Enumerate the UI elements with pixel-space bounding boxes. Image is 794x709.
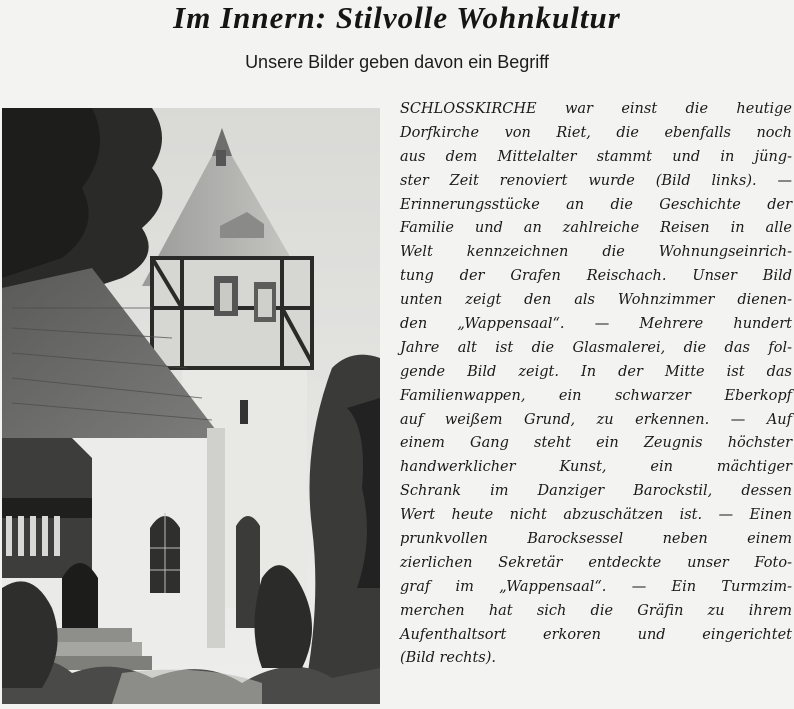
article-line: graf im „Wappensaal“. — Ein Turmzim-	[400, 578, 792, 595]
article-line: ster Zeit renoviert wurde (Bild links). —	[400, 172, 792, 189]
article-line: tung der Grafen Reischach. Unser Bild	[400, 268, 792, 285]
article-line: merchen hat sich die Gräfin zu ihrem	[400, 602, 792, 619]
article-line: Wert heute nicht abzuschätzen ist. — Einen	[400, 507, 792, 524]
article-line: (Bild rechts).	[400, 650, 496, 667]
article-line: Jahre alt ist die Glasmalerei, die das fol-	[400, 339, 792, 356]
article-line: Erinnerungsstücke an die Geschichte der	[400, 196, 792, 213]
article-text	[400, 98, 792, 671]
article-line: einem Gang steht ein Zeugnis höchster	[400, 435, 792, 452]
article-line: auf weißem Grund, zu erkennen. — Auf	[400, 411, 792, 428]
article-line: Familienwappen, ein schwarzer Eberkopf	[400, 387, 792, 404]
article-line: handwerklicher Kunst, ein mächtiger	[400, 459, 792, 476]
article-line: aus dem Mittelalter stammt und in jüng-	[400, 148, 792, 165]
article-line: Schrank im Danziger Barockstil, dessen	[400, 483, 792, 500]
article-line: den „Wappensaal“. — Mehrere hundert	[400, 316, 792, 333]
subheadline: Unsere Bilder geben davon ein Begriff	[245, 52, 549, 72]
article-line: unten zeigt den als Wohnzimmer dienen-	[400, 292, 792, 309]
article-line: Aufenthaltsort erkoren und eingerichtet	[400, 626, 792, 643]
article-line: Familie und an zahlreiche Reisen in alle	[400, 220, 792, 237]
article-line: gende Bild zeigt. In der Mitte ist das	[400, 363, 792, 380]
article-line: prunkvollen Barocksessel neben einem	[400, 531, 792, 548]
article-line: zierlichen Sekretär entdeckte unser Foto-	[400, 554, 792, 571]
church-photo	[2, 108, 380, 704]
headline: Im Innern: Stilvolle Wohnkultur	[173, 0, 621, 35]
article-line: Welt kennzeichnen die Wohnungseinrich-	[400, 244, 792, 261]
article-line: Dorfkirche von Riet, die ebenfalls noch	[400, 124, 792, 141]
article-line: SCHLOSSKIRCHE war einst die heutige	[400, 101, 792, 117]
